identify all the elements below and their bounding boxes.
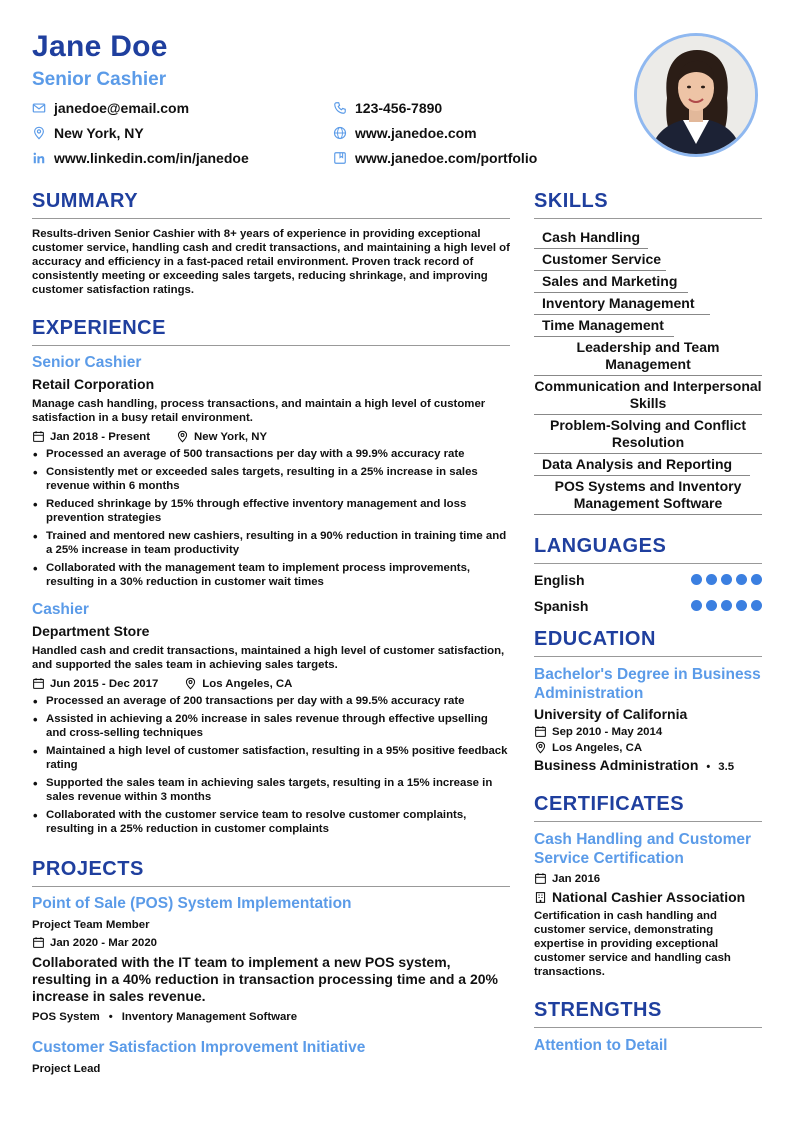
phone-text: 123-456-7890 [355, 100, 443, 116]
portfolio-icon [333, 151, 347, 165]
job-title: Cashier [32, 601, 89, 618]
right-column [534, 190, 762, 1055]
job-company: Department Store [32, 623, 150, 639]
calendar-icon [534, 725, 547, 738]
calendar-icon [32, 936, 45, 949]
education-location-row [534, 741, 762, 754]
contact-portfolio[interactable] [333, 150, 537, 166]
skill-item: Communication and Interpersonal Skills [534, 376, 762, 415]
linkedin-icon [32, 151, 46, 165]
skill-item: POS Systems and Inventory Management Software [534, 476, 762, 515]
skill-item: Leadership and Team Management [534, 337, 762, 376]
portrait-illustration [637, 36, 755, 154]
job-bullet: • Trained and mentored new cashiers, resulting in a 90% reduction in training time and a 25% increase in team productivity [32, 529, 510, 557]
job-location: Los Angeles, CA [202, 677, 293, 690]
projects-heading: PROJECTS [32, 858, 510, 887]
skill-item: Data Analysis and Reporting [534, 454, 750, 476]
education-degree: Bachelor's Degree in Business Administration [534, 666, 761, 702]
skill-item: Sales and Marketing [534, 271, 688, 293]
certificate-title: Cash Handling and Customer Service Certification [534, 831, 752, 867]
project-entry [32, 895, 510, 1023]
language-row [534, 598, 762, 614]
calendar-icon [32, 430, 45, 443]
job-bullet: • Processed an average of 500 transactions per day with a 99.9% accuracy rate [32, 447, 510, 461]
summary-text: Results-driven Senior Cashier with 8+ years of experience in providing exceptional customer service, handling cash and credit transactions, and maintaining a high level of accuracy and efficiency in a fast-paced retail environment. Proven track record of consistently meeting or exceeding sales targets, reducing shrinkage, and improving customer satisfaction ratings. [32, 228, 510, 296]
summary-heading: SUMMARY [32, 190, 510, 219]
education-dates-row [534, 725, 762, 738]
job-bullets [32, 694, 510, 836]
job-bullet: • Collaborated with the customer service team to resolve customer complaints, resulting in a 25% reduction in customer complaints [32, 808, 510, 836]
globe-icon [333, 126, 347, 140]
left-column [32, 190, 510, 1075]
language-name: English [534, 572, 585, 588]
language-row [534, 572, 762, 588]
candidate-name: Jane Doe [32, 30, 168, 63]
calendar-icon [534, 872, 547, 885]
email-icon [32, 101, 46, 115]
strength-item: Attention to Detail [534, 1037, 668, 1054]
building-icon [534, 891, 547, 904]
phone-icon [333, 101, 347, 115]
project-entry [32, 1039, 510, 1075]
linkedin-text: www.linkedin.com/in/janedoe [54, 150, 249, 166]
job-bullets [32, 447, 510, 589]
languages-heading: LANGUAGES [534, 535, 762, 564]
project-tag: POS System [32, 1011, 100, 1023]
location-pin-icon [176, 430, 189, 443]
language-level [687, 598, 762, 614]
job-bullet: • Supported the sales team in achieving sales targets, resulting in a 15% increase in sales revenue within 3 months [32, 776, 510, 804]
calendar-icon [32, 677, 45, 690]
profile-photo [634, 33, 758, 157]
education-dates: Sep 2010 - May 2014 [552, 725, 663, 738]
job-description: Manage cash handling, process transactions, and maintain a high level of customer satisfaction in a busy retail environment. [32, 398, 486, 424]
job-bullet: • Assisted in achieving a 20% increase in sales revenue through effective upselling and cross-selling techniques [32, 712, 510, 740]
skill-item: Customer Service [534, 249, 666, 271]
certificate-issuer: National Cashier Association [552, 889, 746, 905]
job-title: Senior Cashier [32, 354, 142, 371]
project-role: Project Lead [32, 1063, 101, 1075]
experience-heading: EXPERIENCE [32, 317, 510, 346]
certificate-issuer-row [534, 889, 762, 905]
certificate-date-row [534, 872, 762, 885]
job-bullet: • Processed an average of 200 transactions per day with a 99.5% accuracy rate [32, 694, 510, 708]
job-dates: Jun 2015 - Dec 2017 [50, 677, 159, 690]
email-text: janedoe@email.com [54, 100, 190, 116]
job-company: Retail Corporation [32, 376, 155, 392]
education-field-row: Business Administration • 3.5 [534, 757, 735, 773]
skill-item: Problem-Solving and Conflict Resolution [534, 415, 762, 454]
project-role: Project Team Member [32, 919, 150, 931]
project-dates: Jan 2020 - Mar 2020 [50, 936, 158, 949]
skill-item: Inventory Management [534, 293, 710, 315]
contact-email[interactable] [32, 100, 189, 116]
project-title: Customer Satisfaction Improvement Initiative [32, 1039, 366, 1056]
contact-linkedin[interactable] [32, 150, 249, 166]
job-description: Handled cash and credit transactions, maintained a high level of customer satisfaction, and supported the sales team in achieving sales targets. [32, 645, 505, 671]
contact-website[interactable] [333, 125, 477, 141]
location-pin-icon [184, 677, 197, 690]
certificate-description: Certification in cash handling and customer service, demonstrating expertise in providing exceptional customer service and handling cash transactions. [534, 910, 731, 978]
job-meta [32, 677, 510, 690]
education-gpa: 3.5 [718, 761, 735, 773]
education-heading: EDUCATION [534, 628, 762, 657]
project-tag: Inventory Management Software [121, 1011, 298, 1023]
skills-list [534, 227, 762, 515]
website-text: www.janedoe.com [355, 125, 477, 141]
skill-item: Cash Handling [534, 227, 648, 249]
location-pin-icon [534, 741, 547, 754]
language-level [687, 572, 762, 588]
job-bullet: • Maintained a high level of customer satisfaction, resulting in a 95% positive feedback rating [32, 744, 510, 772]
job-bullet: • Collaborated with the management team to implement process improvements, resulting in a 30% reduction in customer wait times [32, 561, 510, 589]
certificate-date: Jan 2016 [552, 872, 601, 885]
skill-item: Time Management [534, 315, 674, 337]
job-bullet: • Reduced shrinkage by 15% through effective inventory management and loss prevention strategies [32, 497, 510, 525]
education-field: Business Administration [534, 757, 699, 773]
portfolio-text: www.janedoe.com/portfolio [355, 150, 538, 166]
job-bullet: • Consistently met or exceeded sales targets, resulting in a 25% increase in sales revenue within 6 months [32, 465, 510, 493]
job-meta [32, 430, 510, 443]
language-name: Spanish [534, 598, 589, 614]
job-dates: Jan 2018 - Present [50, 430, 151, 443]
project-meta [32, 936, 510, 949]
project-tags: POS System • Inventory Management Software [32, 1011, 298, 1023]
location-text: New York, NY [54, 125, 144, 141]
job-entry [32, 601, 510, 836]
education-location: Los Angeles, CA [552, 741, 643, 754]
location-pin-icon [32, 126, 46, 140]
project-description: Collaborated with the IT team to implement a new POS system, resulting in a 40% reduction in transaction processing time and a 20% increase in sales revenue. [32, 954, 499, 1004]
project-title: Point of Sale (POS) System Implementation [32, 895, 352, 912]
candidate-title: Senior Cashier [32, 69, 167, 90]
contact-location [32, 125, 144, 141]
strengths-heading: STRENGTHS [534, 999, 762, 1028]
skills-heading: SKILLS [534, 190, 762, 219]
contact-phone[interactable] [333, 100, 442, 116]
certificates-heading: CERTIFICATES [534, 793, 762, 822]
job-entry [32, 354, 510, 589]
education-school: University of California [534, 706, 688, 722]
job-location: New York, NY [194, 430, 268, 443]
